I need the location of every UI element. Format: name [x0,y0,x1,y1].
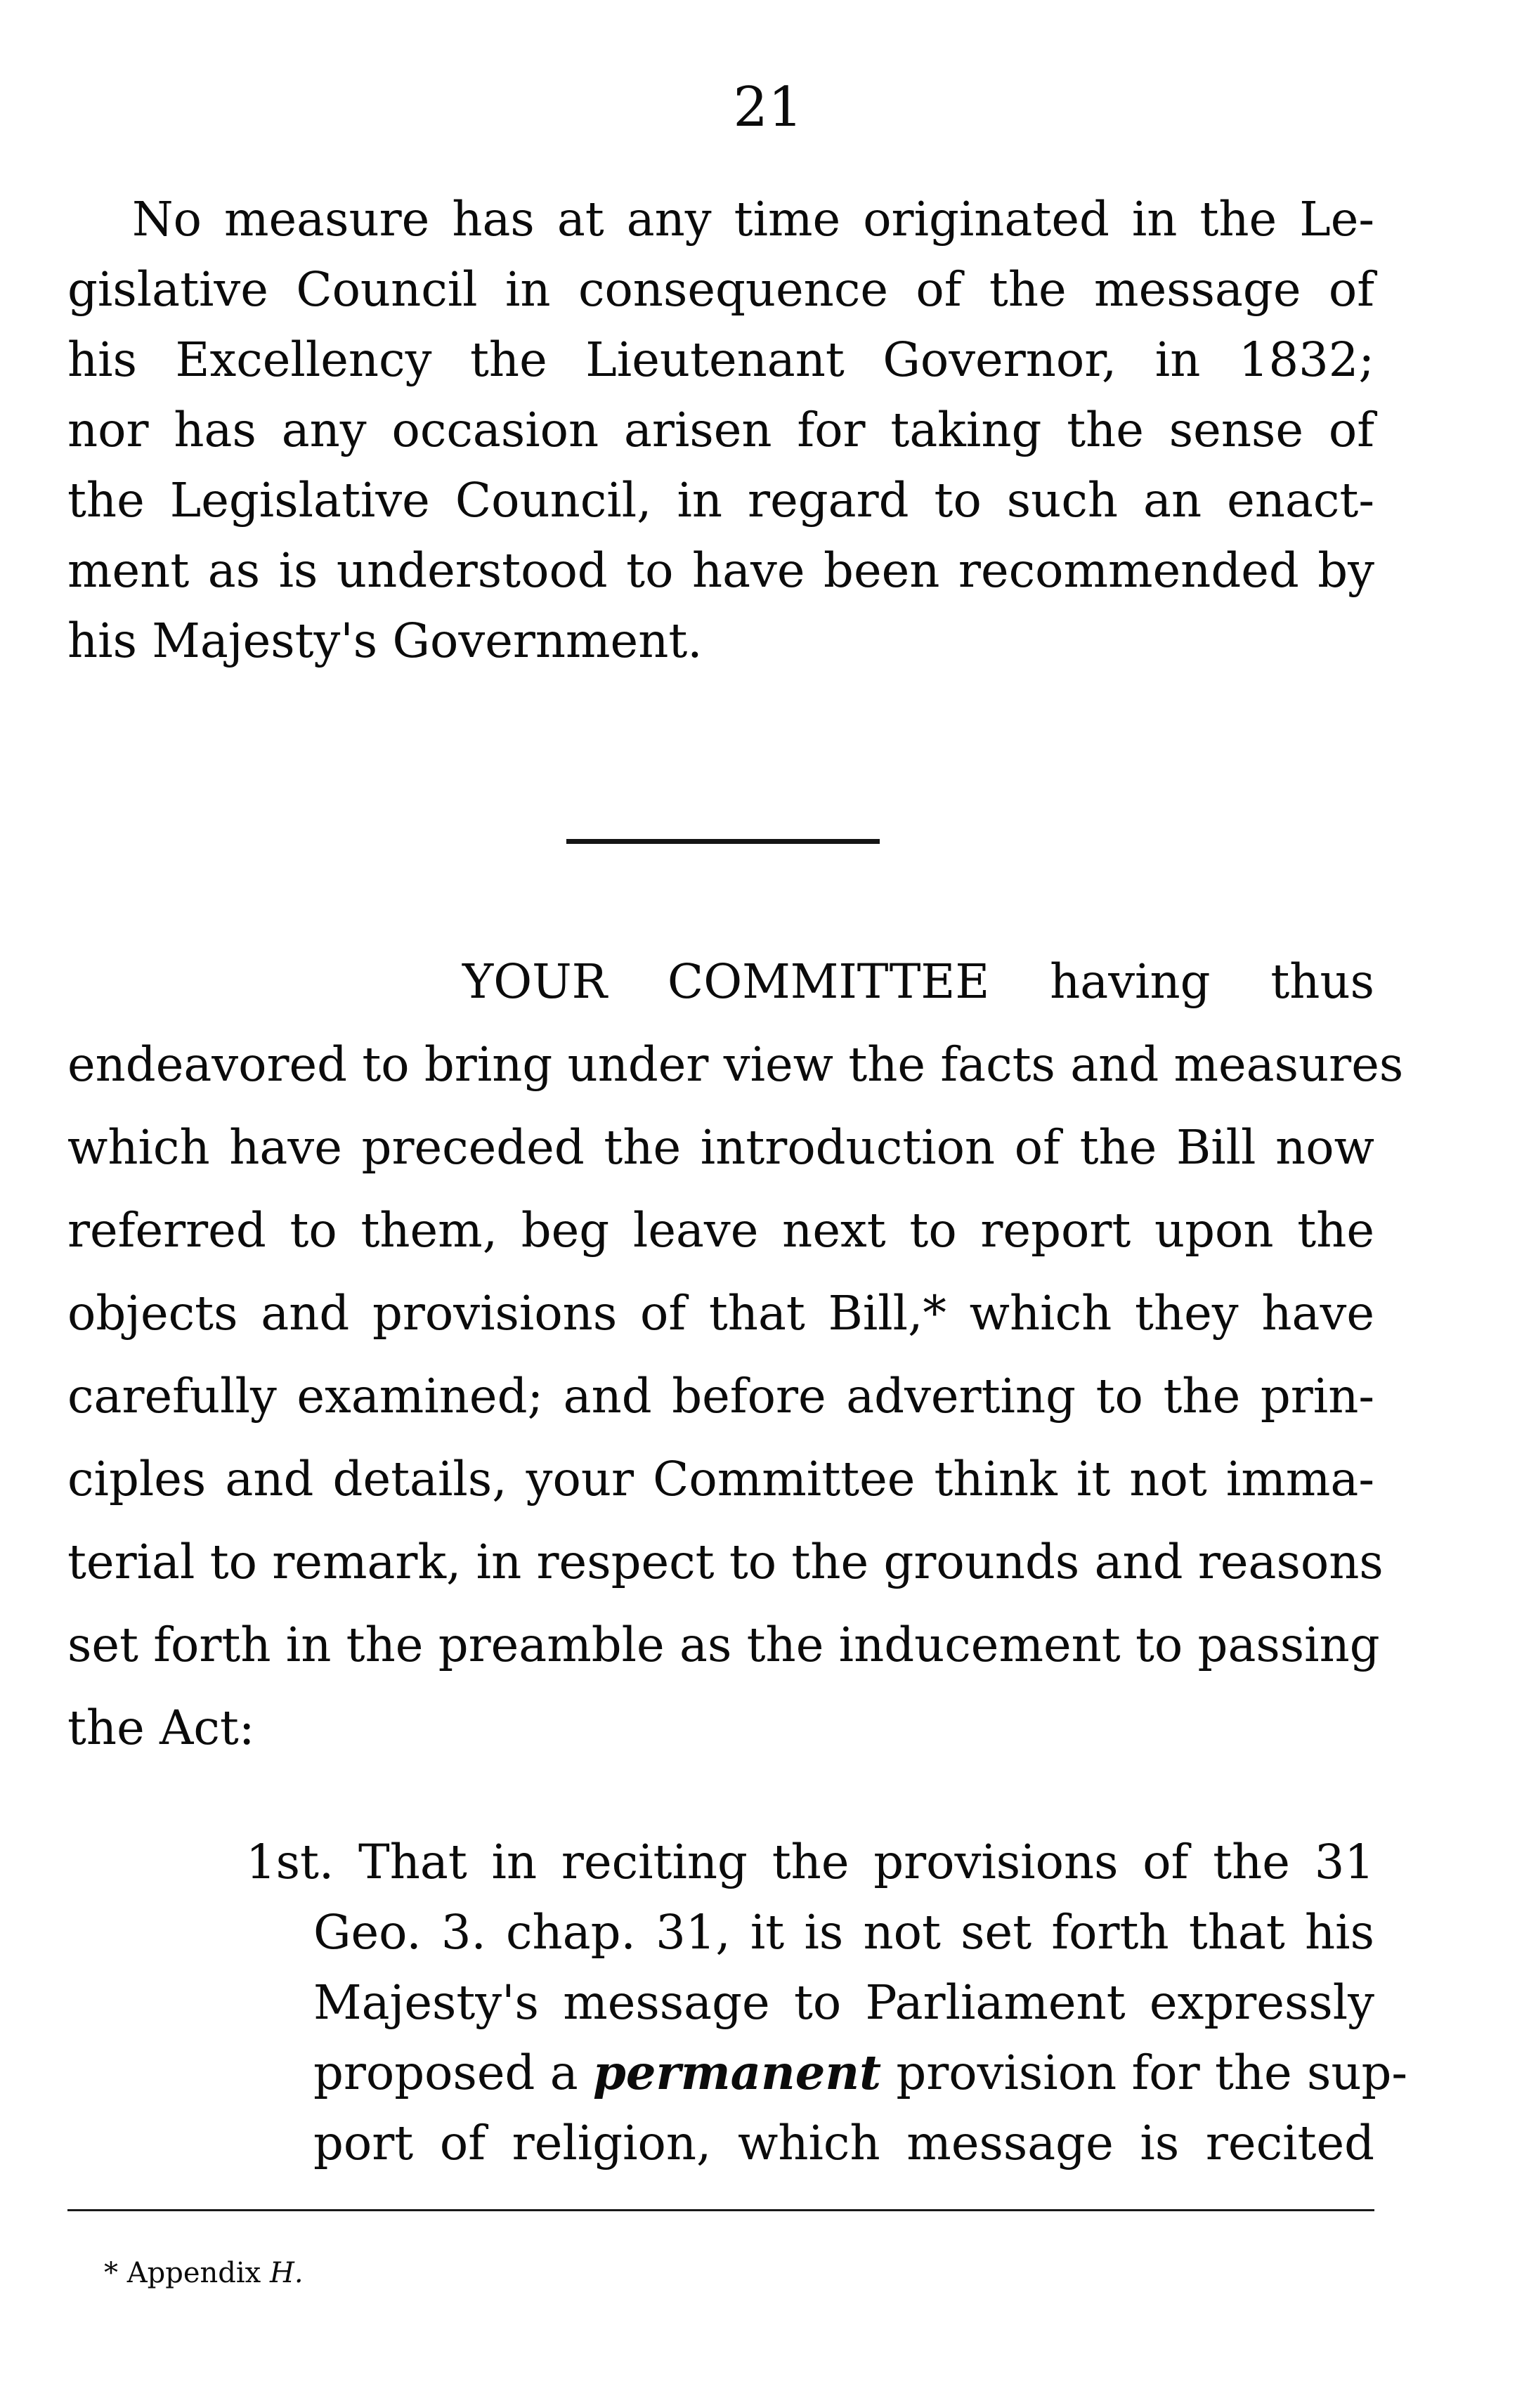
text-line: terial to remark, in respect to the grounds and reasons [67,1535,1384,1589]
text-line: YOUR COMMITTEE having thus [462,954,1374,1009]
text-line: referred to them, beg leave next to report upon the [67,1203,1374,1258]
text-line: his Excellency the Lieutenant Governor, in 1832; [67,332,1374,387]
text-line: objects and provisions of that Bill,* which they have [67,1286,1374,1341]
footnote-text: Appendix [126,2257,261,2289]
text-line: port of religion, which message is recited [313,2116,1374,2171]
text-line: his Majesty's Government. [67,613,703,668]
text-line: carefully examined; and before adverting to the prin- [67,1369,1374,1424]
text-line: the Act: [67,1700,255,1755]
text-line: Geo. 3. chap. 31, it is not set forth that his [313,1905,1374,1960]
text-line-with-emphasis [246,2038,1408,2108]
footnote-marker: * [104,2257,118,2289]
text-line: Majesty's message to Parliament expressly [313,1975,1374,2030]
text-line: set forth in the preamble as the inducement to passing [67,1618,1380,1672]
text-line: ciples and details, your Committee think it not imma- [67,1452,1374,1506]
text-line: endeavored to bring under view the facts and measures [67,1037,1404,1092]
text-line: gislative Council in consequence of the message of [67,262,1374,317]
text-line: the Legislative Council, in regard to such an enact- [67,473,1374,528]
footnote [104,2256,304,2291]
section-divider [566,839,880,844]
text-line: No measure has at any time originated in the Le- [132,192,1374,247]
text-line: 1st. That in reciting the provisions of the 31 [246,1835,1374,1889]
page-number: 21 [733,76,803,139]
text-segment: proposed a [313,2045,578,2100]
footnote-rule [67,2209,1374,2211]
emphasized-word: permanent [592,2045,882,2100]
text-line: nor has any occasion arisen for taking the sense of [67,403,1374,457]
text-segment: provision for the sup- [896,2045,1408,2100]
list-item-first [246,1827,1408,2178]
footnote-reference: H. [269,2257,304,2289]
paragraph-your-committee [67,940,1404,1769]
text-line: which have preceded the introduction of the Bill now [67,1120,1374,1175]
paragraph-legislative-council [67,184,1374,676]
text-line: ment as is understood to have been recommended by [67,543,1374,598]
